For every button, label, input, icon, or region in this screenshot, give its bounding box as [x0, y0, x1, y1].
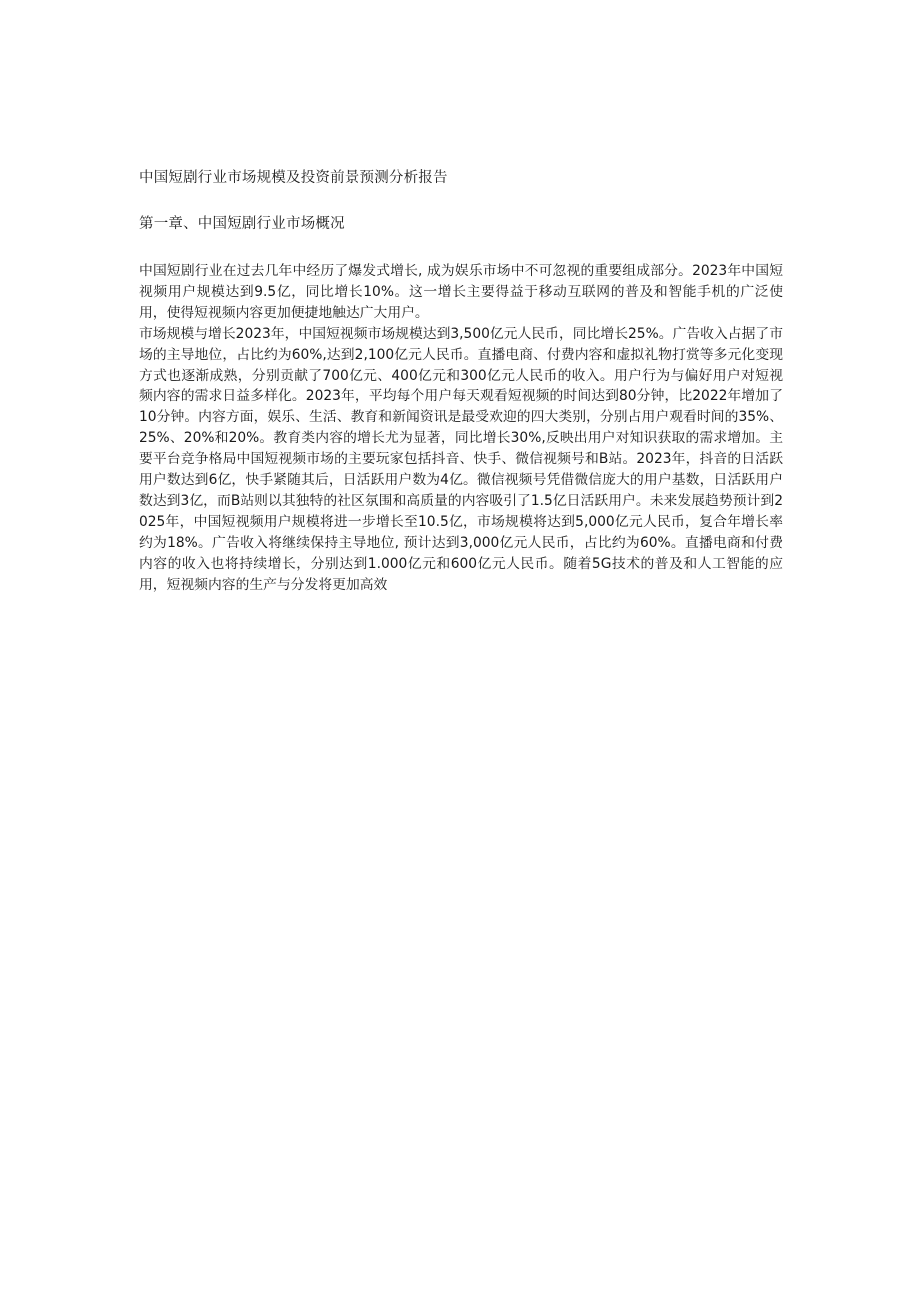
chapter-heading: 第一章、中国短剧行业市场概况	[139, 216, 345, 232]
paragraph-market: 市场规模与增长2023年，中国短视频市场规模达到3,500亿元人民币，同比增长25%。广告收入占据了市场的主导地位，占比约为60%,达到2,100亿元人民币。直播电商、付费内容和虚拟礼物打赏等多元化变现方式也逐渐成熟，分别贡献了700亿元、400亿元和300亿元人民币的收入。用户行为与偏好用户对短视频内容的需求日益多样化。2023年，平均每个用户每天观看短视频的时间达到80分钟，比2022年增加了10分钟。内容方面，娱乐、生活、教育和新闻资讯是最受欢迎的四大类别，分别占用户观看时间的35%、25%、20%和20%。教育类内容的增长尤为显著，同比增长30%,反映出用户对知识获取的需求增加。主要平台竞争格局中国短视频市场的主要玩家包括抖音、快手、微信视频号和B站。2023年，抖音的日活跃用户数达到6亿，快手紧随其后，日活跃用户数为4亿。微信视频号凭借微信庞大的用户基数，日活跃用户数达到3亿，而B站则以其独特的社区氛围和高质量的内容吸引了1.5亿日活跃用户。未来发展趋势预计到2025年，中国短视频用户规模将进一步增长至10.5亿，市场规模将达到5,000亿元人民币，复合年增长率约为18%。广告收入将继续保持主导地位, 预计达到3,000亿元人民币，占比约为60%。直播电商和付费内容的收入也将持续增长，分别达到1.000亿元和600亿元人民币。随着5G技术的普及和人工智能的应用，短视频内容的生产与分发将更加高效	[139, 325, 783, 593]
document-title: 中国短剧行业市场规模及投资前景预测分析报告	[139, 170, 448, 186]
paragraph-intro: 中国短剧行业在过去几年中经历了爆发式增长, 成为娱乐市场中不可忽视的重要组成部分。2023年中国短视频用户规模达到9.5亿，同比增长10%。这一增长主要得益于移动互联网的普及和智能手机的广泛使用，使得短视频内容更加便捷地触达广大用户。	[139, 263, 783, 321]
body-text	[139, 261, 783, 596]
